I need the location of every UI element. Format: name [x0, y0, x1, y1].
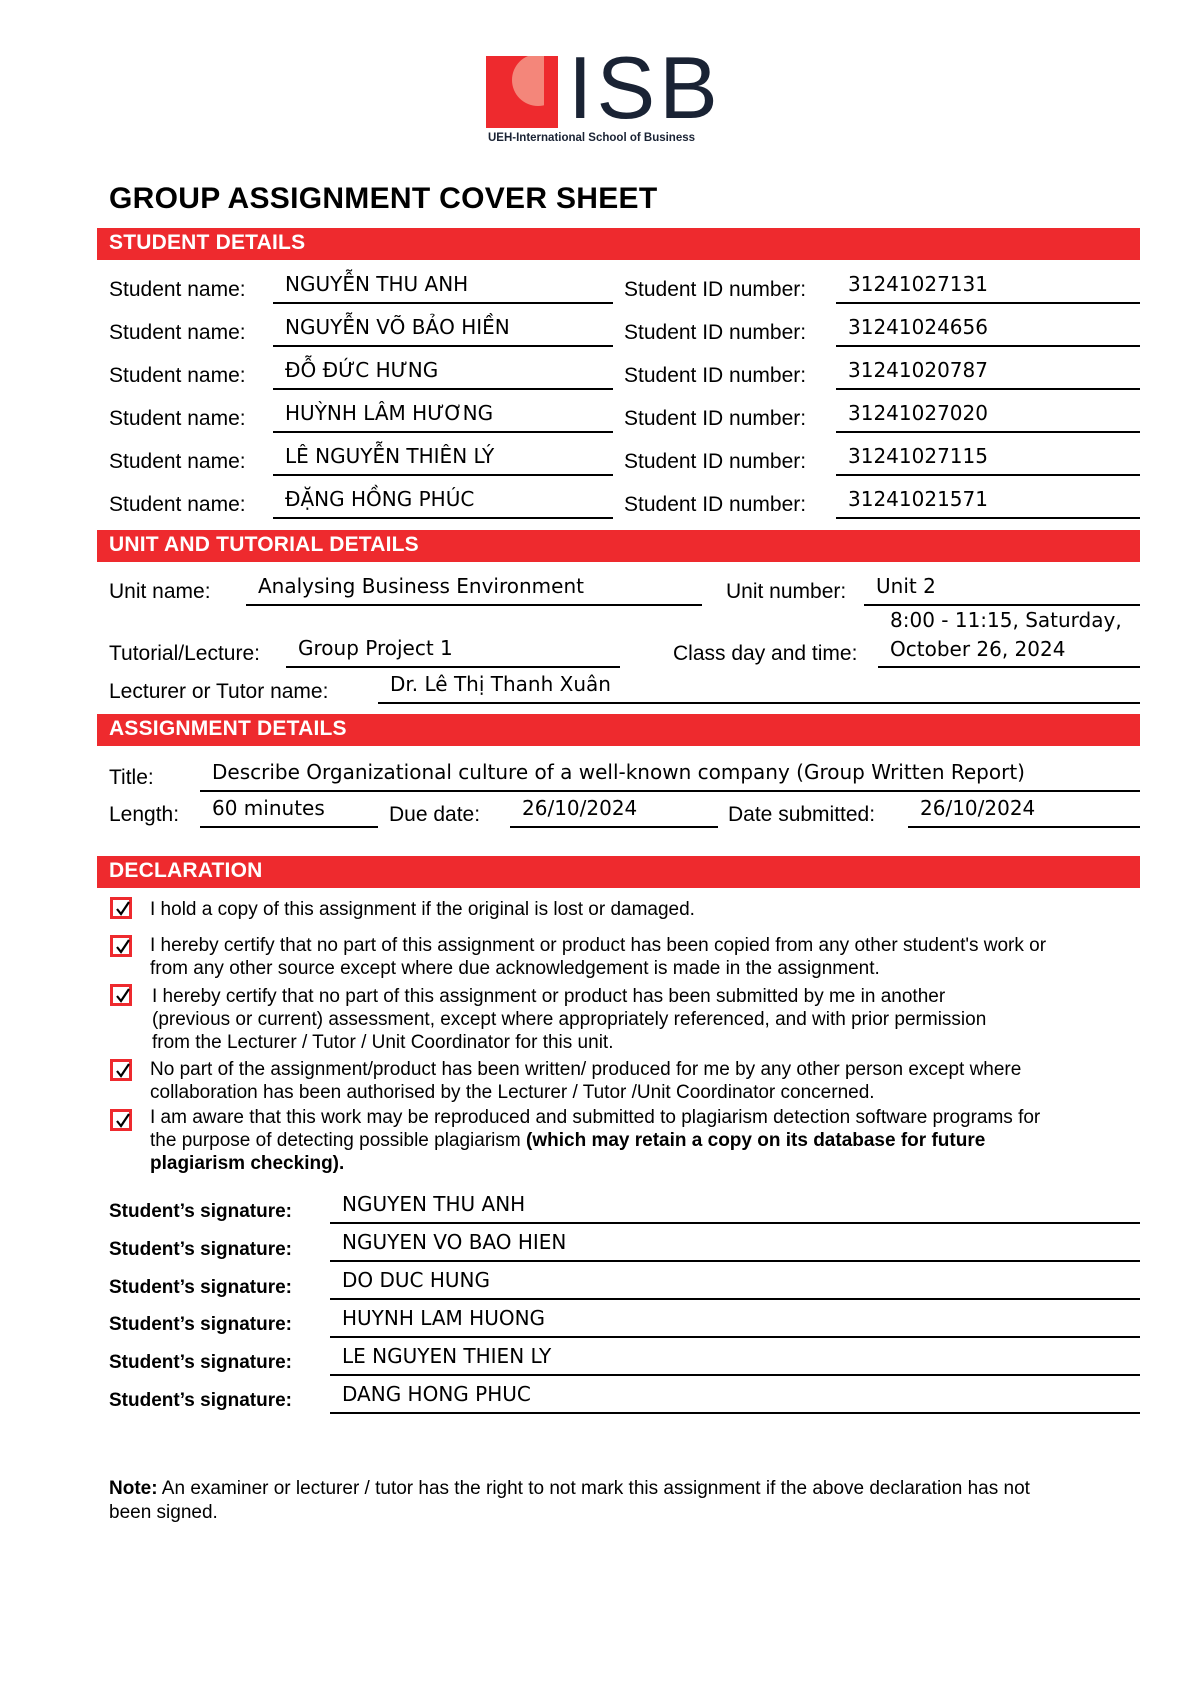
- unit-name-value: Analysing Business Environment: [258, 574, 584, 598]
- student-name-value: ĐẶNG HỒNG PHÚC: [285, 487, 475, 511]
- class-time-label: Class day and time:: [673, 642, 858, 665]
- student-id-field[interactable]: [836, 354, 1140, 388]
- student-details-header: [97, 228, 1140, 260]
- lecturer-field[interactable]: [378, 668, 1140, 702]
- tutorial-value: Group Project 1: [298, 636, 453, 660]
- student-id-field[interactable]: [836, 440, 1140, 474]
- student-id-value: 31241027020: [848, 401, 988, 425]
- length-field[interactable]: [200, 792, 378, 826]
- note-text-cont: been signed.: [109, 1502, 218, 1523]
- declaration-header: [97, 856, 1140, 888]
- student-name-value: HUỲNH LÂM HƯƠNG: [285, 401, 494, 425]
- logo-subtitle: UEH-International School of Business: [488, 132, 696, 144]
- signature-label: Student’s signature:: [109, 1352, 292, 1373]
- declaration-item-5: I am aware that this work may be reproduced and submitted to plagiarism detection software programs for the purpose of detecting possible plagiarism (which may retain a copy on its database for future plagiarism checking).: [150, 1107, 1041, 1174]
- isb-logo-mark-icon: [486, 56, 558, 128]
- assignment-title-value: Describe Organizational culture of a well-known company (Group Written Report): [212, 760, 1025, 784]
- declaration-item-1: I hold a copy of this assignment if the original is lost or damaged.: [150, 899, 695, 920]
- student-id-value: 31241021571: [848, 487, 988, 511]
- unit-details-header: [97, 530, 1140, 562]
- signature-field[interactable]: [330, 1226, 1140, 1260]
- declaration-checkbox-5[interactable]: [110, 1109, 132, 1131]
- student-id-label: Student ID number:: [624, 321, 807, 344]
- student-details-heading: STUDENT DETAILS: [109, 231, 306, 254]
- signature-field[interactable]: [330, 1264, 1140, 1298]
- lecturer-value: Dr. Lê Thị Thanh Xuân: [390, 672, 611, 696]
- student-name-field[interactable]: [273, 397, 613, 431]
- checkmark-icon: [114, 900, 132, 918]
- length-value: 60 minutes: [212, 796, 325, 820]
- student-id-value: 31241024656: [848, 315, 988, 339]
- signature-value: NGUYEN THU ANH: [342, 1192, 526, 1216]
- signature-field[interactable]: [330, 1188, 1140, 1222]
- student-name-value: LÊ NGUYỄN THIÊN LÝ: [285, 444, 495, 468]
- unit-number-label: Unit number:: [726, 580, 847, 603]
- student-id-label: Student ID number:: [624, 364, 807, 387]
- note-label: Note:: [109, 1478, 158, 1499]
- isb-logo: [486, 38, 722, 148]
- due-date-label: Due date:: [389, 803, 481, 826]
- assignment-title-field[interactable]: [200, 756, 1140, 790]
- student-id-value: 31241027131: [848, 272, 988, 296]
- student-name-value: ĐỖ ĐỨC HƯNG: [285, 358, 439, 382]
- signature-label: Student’s signature:: [109, 1314, 292, 1335]
- signature-label: Student’s signature:: [109, 1201, 292, 1222]
- signature-field[interactable]: [330, 1378, 1140, 1412]
- student-name-field[interactable]: [273, 354, 613, 388]
- unit-number-field[interactable]: [864, 570, 1140, 604]
- note-text: An examiner or lecturer / tutor has the right to not mark this assignment if the above declaration has not: [161, 1478, 1030, 1499]
- signature-field[interactable]: [330, 1302, 1140, 1336]
- signature-value: HUYNH LAM HUONG: [342, 1306, 546, 1330]
- class-time-line2: October 26, 2024: [890, 637, 1066, 661]
- note: [109, 1477, 1030, 1525]
- assignment-title-label: Title:: [109, 766, 154, 789]
- date-submitted-label: Date submitted:: [728, 803, 876, 826]
- signature-label: Student’s signature:: [109, 1390, 292, 1411]
- logo-text: ISB: [568, 38, 722, 137]
- declaration-item-3: I hereby certify that no part of this assignment or product has been submitted by me in another (previous or current) assessment, except where appropriately referenced, and with prior permission from the Lecturer / Tutor / Unit Coordinator for this unit.: [152, 986, 987, 1053]
- student-id-label: Student ID number:: [624, 450, 807, 473]
- student-name-field[interactable]: [273, 268, 613, 302]
- signature-value: NGUYEN VO BAO HIEN: [342, 1230, 567, 1254]
- assignment-details-heading: ASSIGNMENT DETAILS: [109, 717, 347, 740]
- student-id-field[interactable]: [836, 397, 1140, 431]
- signature-value: DO DUC HUNG: [342, 1268, 490, 1292]
- student-name-label: Student name:: [109, 407, 246, 430]
- student-id-field[interactable]: [836, 311, 1140, 345]
- declaration-checkbox-3[interactable]: [110, 984, 132, 1006]
- due-date-value: 26/10/2024: [522, 796, 638, 820]
- student-id-value: 31241020787: [848, 358, 988, 382]
- unit-details-heading: UNIT AND TUTORIAL DETAILS: [109, 533, 419, 556]
- student-id-label: Student ID number:: [624, 407, 807, 430]
- student-name-label: Student name:: [109, 364, 246, 387]
- class-time-line1: 8:00 - 11:15, Saturday,: [890, 608, 1122, 632]
- assignment-details-header: [97, 714, 1140, 746]
- tutorial-label: Tutorial/Lecture:: [109, 642, 260, 665]
- unit-number-value: Unit 2: [876, 574, 936, 598]
- student-name-value: NGUYỄN VÕ BẢO HIỀN: [285, 315, 510, 339]
- student-id-field[interactable]: [836, 268, 1140, 302]
- declaration-checkbox-2[interactable]: [110, 935, 132, 957]
- student-id-label: Student ID number:: [624, 278, 807, 301]
- length-label: Length:: [109, 803, 180, 826]
- declaration-item-4: No part of the assignment/product has been written/ produced for me by any other person except where collaboration has been authorised by the Lecturer / Tutor /Unit Coordinator concerned.: [150, 1059, 1022, 1103]
- student-name-field[interactable]: [273, 440, 613, 474]
- student-name-label: Student name:: [109, 493, 246, 516]
- student-id-field[interactable]: [836, 483, 1140, 517]
- due-date-field[interactable]: [510, 792, 718, 826]
- declaration-checkbox-4[interactable]: [110, 1059, 132, 1081]
- student-name-field[interactable]: [273, 483, 613, 517]
- page-title: GROUP ASSIGNMENT COVER SHEET: [109, 182, 658, 215]
- student-name-label: Student name:: [109, 450, 246, 473]
- declaration-checkbox-1[interactable]: [110, 897, 132, 919]
- checkmark-icon: [114, 1062, 132, 1080]
- student-name-label: Student name:: [109, 278, 246, 301]
- signature-field[interactable]: [330, 1340, 1140, 1374]
- checkmark-icon: [114, 1112, 132, 1130]
- date-submitted-field[interactable]: [908, 792, 1140, 826]
- declaration-item-2: I hereby certify that no part of this assignment or product has been copied from any other student's work or from any other source except where due acknowledgement is made in the assignment.: [150, 935, 1047, 979]
- unit-name-label: Unit name:: [109, 580, 211, 603]
- student-name-field[interactable]: [273, 311, 613, 345]
- signature-value: DANG HONG PHUC: [342, 1382, 531, 1406]
- lecturer-label: Lecturer or Tutor name:: [109, 680, 329, 703]
- signature-label: Student’s signature:: [109, 1239, 292, 1260]
- tutorial-field[interactable]: [286, 632, 620, 666]
- signature-value: LE NGUYEN THIEN LY: [342, 1344, 552, 1368]
- signature-label: Student’s signature:: [109, 1277, 292, 1298]
- student-id-value: 31241027115: [848, 444, 988, 468]
- unit-name-field[interactable]: [246, 570, 702, 604]
- class-time-field[interactable]: [878, 604, 1140, 666]
- declaration-heading: DECLARATION: [109, 859, 263, 882]
- date-submitted-value: 26/10/2024: [920, 796, 1036, 820]
- checkmark-icon: [114, 938, 132, 956]
- student-name-value: NGUYỄN THU ANH: [285, 272, 469, 296]
- checkmark-icon: [114, 987, 132, 1005]
- student-name-label: Student name:: [109, 321, 246, 344]
- student-id-label: Student ID number:: [624, 493, 807, 516]
